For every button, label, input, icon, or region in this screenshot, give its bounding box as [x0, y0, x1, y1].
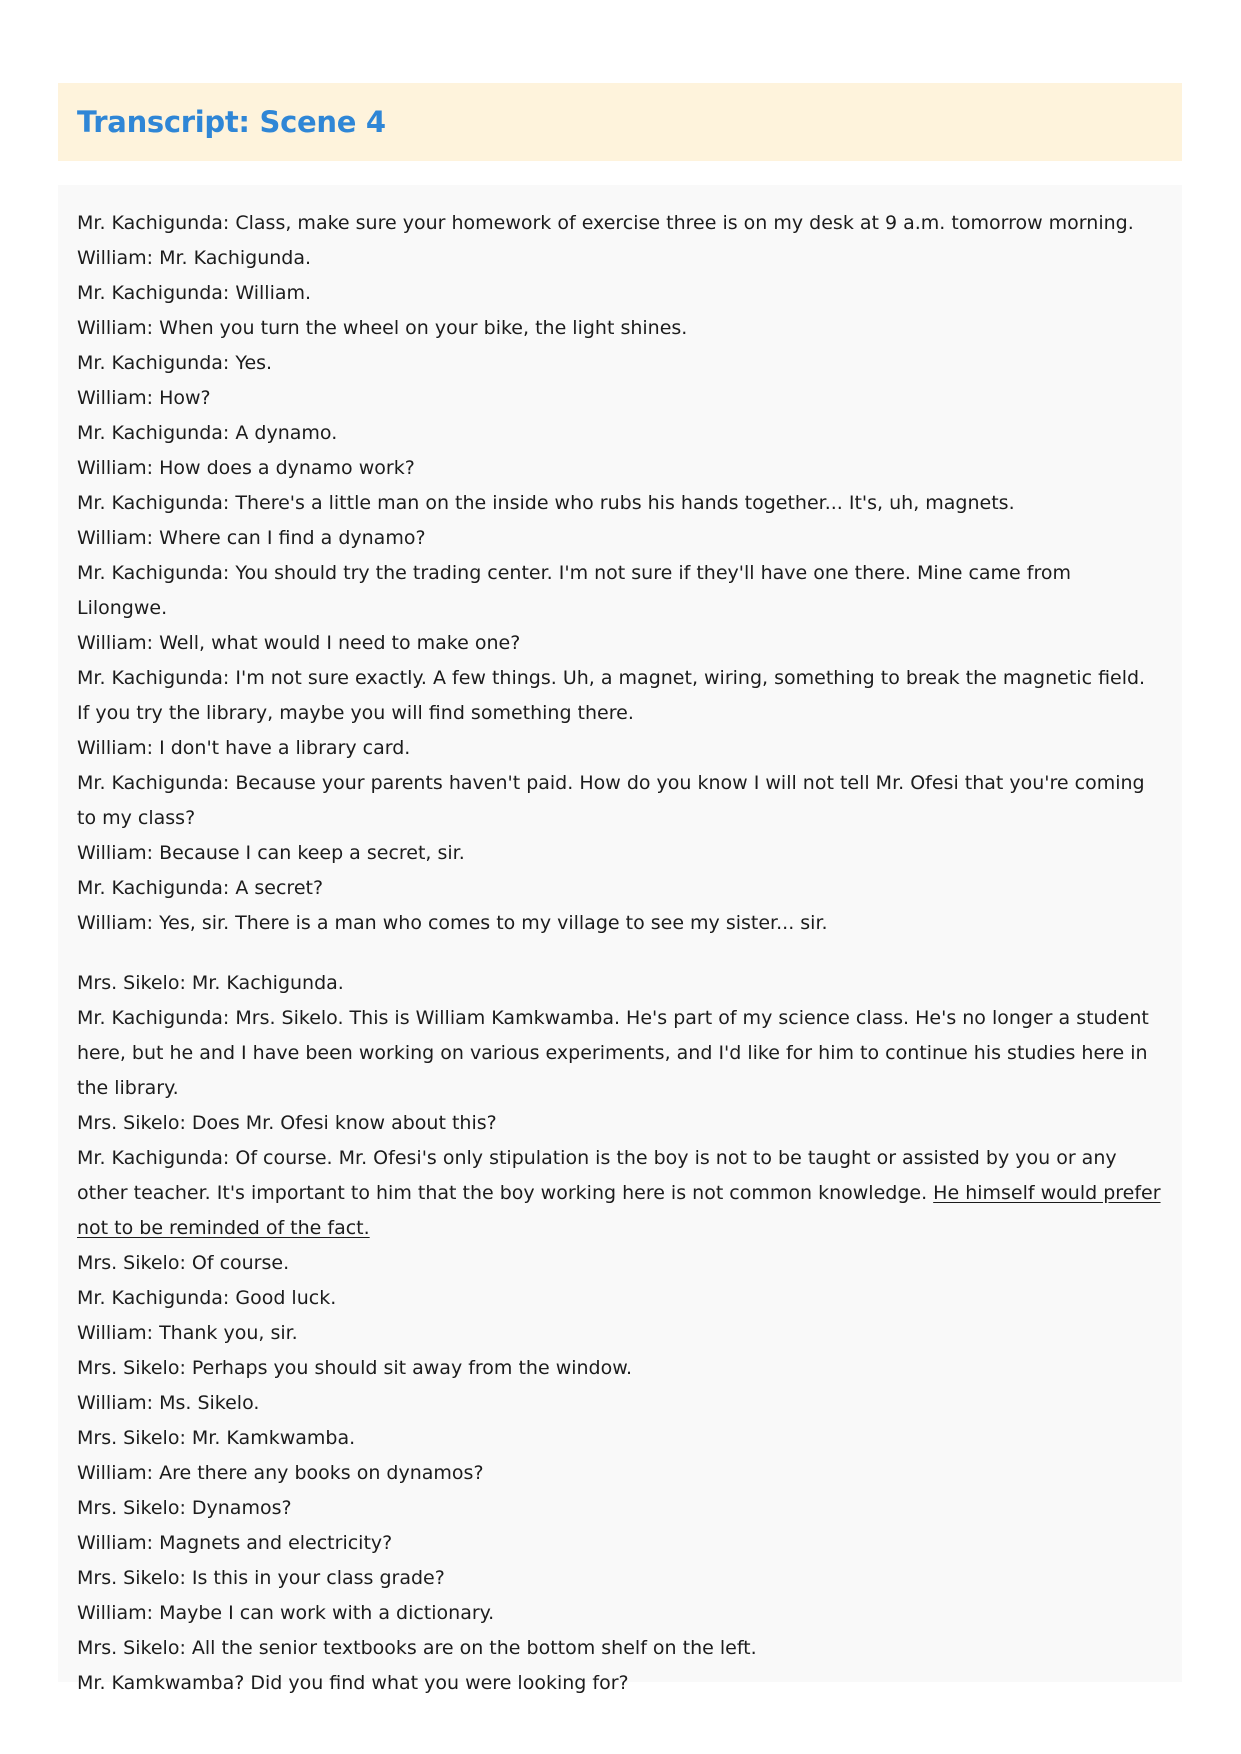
- transcript-line: Mr. Kachigunda: A dynamo.: [77, 422, 338, 444]
- section-gap: [77, 941, 1163, 966]
- underlined-text: He himself would prefer not to be reminded of the fact.: [77, 1182, 1161, 1239]
- transcript-line: Mrs. Sikelo: Mr. Kachigunda.: [77, 972, 344, 994]
- transcript-line: Mr. Kachigunda: Good luck.: [77, 1287, 337, 1309]
- transcript-line: Mrs. Sikelo: Is this in your class grade?: [77, 1567, 445, 1589]
- transcript-line: Mr. Kamkwamba? Did you find what you were looking for?: [77, 1672, 629, 1694]
- transcript-line: Mrs. Sikelo: All the senior textbooks are on the bottom shelf on the left.: [77, 1637, 757, 1659]
- transcript-line: Mrs. Sikelo: Mr. Kamkwamba.: [77, 1427, 356, 1449]
- transcript-line: Mrs. Sikelo: Perhaps you should sit away from the window.: [77, 1357, 633, 1379]
- transcript-line: William: Are there any books on dynamos?: [77, 1462, 484, 1484]
- transcript-line-stipulation: [77, 1141, 1163, 1246]
- transcript-line: Mr. Kachigunda: A secret?: [77, 877, 324, 899]
- transcript-line: William: Maybe I can work with a dictionary.: [77, 1602, 495, 1624]
- transcript-line: Mrs. Sikelo: Of course.: [77, 1252, 290, 1274]
- transcript-line: Mr. Kachigunda: Mrs. Sikelo. This is William Kamkwamba. He's part of my science class. He's no longer a student here, but he and I have been working on various experiments, and I'd like for him to continue his studies here in the library.: [77, 1007, 1149, 1099]
- transcript-line: William: Yes, sir. There is a man who comes to my village to see my sister... sir.: [77, 912, 828, 934]
- transcript-line: William: Well, what would I need to make one?: [77, 632, 521, 654]
- transcript-line: William: How does a dynamo work?: [77, 457, 415, 479]
- transcript-line: William: Ms. Sikelo.: [77, 1392, 260, 1414]
- transcript-line: William: Magnets and electricity?: [77, 1532, 393, 1554]
- page-title: Transcript: Scene 4: [77, 105, 386, 139]
- transcript-line: Mr. Kachigunda: Because your parents haven't paid. How do you know I will not tell Mr. Ofesi that you're coming to my class?: [77, 772, 1145, 829]
- transcript-line: William: Where can I find a dynamo?: [77, 527, 426, 549]
- transcript-line: Mr. Kachigunda: I'm not sure exactly. A few things. Uh, a magnet, wiring, something to break the magnetic field. If you try the library, maybe you will find something there.: [77, 667, 1146, 724]
- transcript-line: William: I don't have a library card.: [77, 737, 411, 759]
- transcript-box: [58, 185, 1182, 1694]
- transcript-line: Mr. Kachigunda: You should try the trading center. I'm not sure if they'll have one there. Mine came from Lilongwe.: [77, 562, 1071, 619]
- transcript-line: Mr. Kachigunda: Yes.: [77, 352, 273, 374]
- transcript-line: Mrs. Sikelo: Dynamos?: [77, 1497, 292, 1519]
- transcript-line: Mr. Kachigunda: There's a little man on the inside who rubs his hands together... It's, uh, magnets.: [77, 492, 1015, 514]
- transcript-line: William: Thank you, sir.: [77, 1322, 298, 1344]
- transcript-line: Mr. Kachigunda: Class, make sure your homework of exercise three is on my desk at 9 a.m. tomorrow morning.: [77, 212, 1134, 234]
- transcript-line: William: When you turn the wheel on your bike, the light shines.: [77, 317, 688, 339]
- transcript-line: Mrs. Sikelo: Does Mr. Ofesi know about this?: [77, 1112, 497, 1134]
- transcript-line: William: Because I can keep a secret, sir.: [77, 842, 465, 864]
- stipulation-text: Mr. Kachigunda: Of course. Mr. Ofesi's only stipulation is the boy is not to be taught or assisted by you or any other teacher. It's important to him that the boy working here is not common knowledge.: [77, 1147, 1117, 1204]
- transcript-line: William: How?: [77, 387, 211, 409]
- title-band: [58, 83, 1182, 161]
- transcript-line: William: Mr. Kachigunda.: [77, 247, 312, 269]
- transcript-line: Mr. Kachigunda: William.: [77, 282, 312, 304]
